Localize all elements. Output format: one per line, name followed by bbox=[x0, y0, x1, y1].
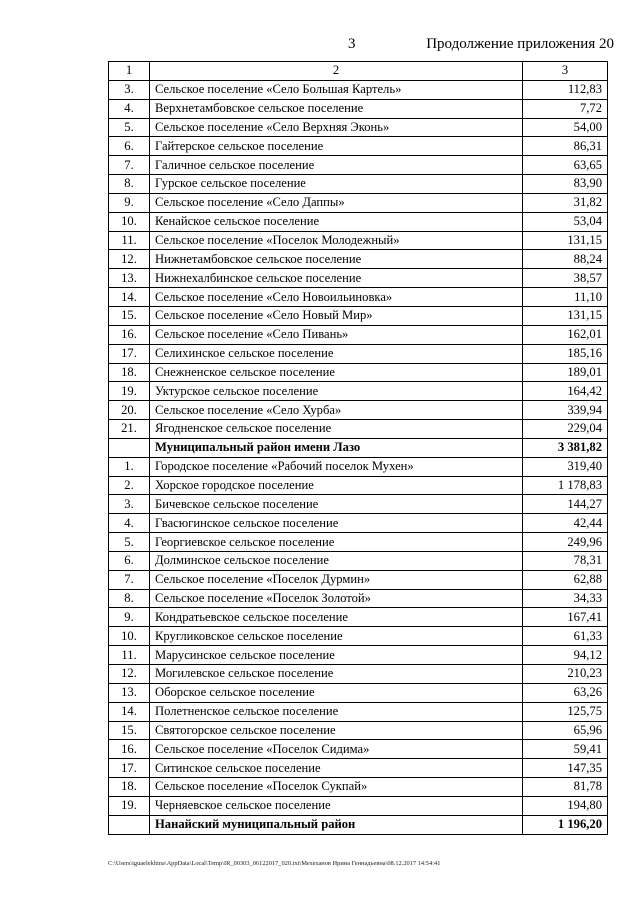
amount-cell: 147,35 bbox=[523, 759, 608, 778]
table-row bbox=[109, 683, 608, 702]
amount-cell: 63,65 bbox=[523, 156, 608, 175]
row-number-cell: 20. bbox=[109, 401, 150, 420]
settlement-name-cell: Уктурское сельское поселение bbox=[150, 382, 523, 401]
amount-cell: 54,00 bbox=[523, 118, 608, 137]
settlement-name-cell: Верхнетамбовское сельское поселение bbox=[150, 99, 523, 118]
table-row bbox=[109, 401, 608, 420]
row-number-cell: 6. bbox=[109, 551, 150, 570]
settlement-name-cell: Сельское поселение «Поселок Сукпай» bbox=[150, 778, 523, 797]
amount-cell: 1 178,83 bbox=[523, 476, 608, 495]
page-number: 3 bbox=[348, 36, 356, 52]
row-number-cell bbox=[109, 438, 150, 457]
amount-cell: 31,82 bbox=[523, 193, 608, 212]
amount-cell: 319,40 bbox=[523, 457, 608, 476]
settlement-name-cell: Нанайский муниципальный район bbox=[150, 815, 523, 834]
settlement-name-cell: Сельское поселение «Село Верхняя Эконь» bbox=[150, 118, 523, 137]
table-row bbox=[109, 721, 608, 740]
settlement-name-cell: Снежненское сельское поселение bbox=[150, 363, 523, 382]
row-number-cell: 21. bbox=[109, 420, 150, 439]
settlement-name-cell: Сельское поселение «Поселок Сидима» bbox=[150, 740, 523, 759]
row-number-cell: 16. bbox=[109, 325, 150, 344]
settlement-name-cell: Оборское сельское поселение bbox=[150, 683, 523, 702]
row-number-cell: 9. bbox=[109, 193, 150, 212]
table-row bbox=[109, 570, 608, 589]
amount-cell: 162,01 bbox=[523, 325, 608, 344]
table-row bbox=[109, 702, 608, 721]
settlement-name-cell: Сельское поселение «Село Даппы» bbox=[150, 193, 523, 212]
settlement-name-cell: Нижнехалбинское сельское поселение bbox=[150, 269, 523, 288]
settlement-name-cell: Сельское поселение «Село Хурба» bbox=[150, 401, 523, 420]
table-row bbox=[109, 382, 608, 401]
settlement-name-cell: Сельское поселение «Село Новоильиновка» bbox=[150, 288, 523, 307]
settlement-name-cell: Нижнетамбовское сельское поселение bbox=[150, 250, 523, 269]
table-row bbox=[109, 495, 608, 514]
settlement-name-cell: Гвасюгинское сельское поселение bbox=[150, 514, 523, 533]
row-number-cell: 1. bbox=[109, 457, 150, 476]
table-row bbox=[109, 551, 608, 570]
table-header-row bbox=[109, 62, 608, 81]
settlement-name-cell: Могилевское сельское поселение bbox=[150, 665, 523, 684]
amount-cell: 59,41 bbox=[523, 740, 608, 759]
row-number-cell: 5. bbox=[109, 118, 150, 137]
allocation-table bbox=[108, 61, 608, 835]
table-row bbox=[109, 363, 608, 382]
amount-cell: 65,96 bbox=[523, 721, 608, 740]
amount-cell: 339,94 bbox=[523, 401, 608, 420]
amount-cell: 229,04 bbox=[523, 420, 608, 439]
row-number-cell: 15. bbox=[109, 306, 150, 325]
amount-cell: 88,24 bbox=[523, 250, 608, 269]
settlement-name-cell: Селихинское сельское поселение bbox=[150, 344, 523, 363]
settlement-name-cell: Сельское поселение «Поселок Молодежный» bbox=[150, 231, 523, 250]
settlement-name-cell: Гурское сельское поселение bbox=[150, 175, 523, 194]
amount-cell: 7,72 bbox=[523, 99, 608, 118]
column-header-3: 3 bbox=[523, 62, 608, 81]
amount-cell: 3 381,82 bbox=[523, 438, 608, 457]
table-row bbox=[109, 325, 608, 344]
table-row bbox=[109, 306, 608, 325]
district-total-row bbox=[109, 438, 608, 457]
row-number-cell: 19. bbox=[109, 382, 150, 401]
table-row bbox=[109, 589, 608, 608]
amount-cell: 78,31 bbox=[523, 551, 608, 570]
row-number-cell: 10. bbox=[109, 627, 150, 646]
settlement-name-cell: Марусинское сельское поселение bbox=[150, 646, 523, 665]
settlement-name-cell: Сельское поселение «Село Большая Картель» bbox=[150, 80, 523, 99]
row-number-cell: 13. bbox=[109, 683, 150, 702]
settlement-name-cell: Кондратьевское сельское поселение bbox=[150, 608, 523, 627]
row-number-cell: 19. bbox=[109, 796, 150, 815]
row-number-cell: 7. bbox=[109, 156, 150, 175]
amount-cell: 131,15 bbox=[523, 231, 608, 250]
table-row bbox=[109, 420, 608, 439]
settlement-name-cell: Ягодненское сельское поселение bbox=[150, 420, 523, 439]
row-number-cell: 18. bbox=[109, 363, 150, 382]
amount-cell: 164,42 bbox=[523, 382, 608, 401]
settlement-name-cell: Полетненское сельское поселение bbox=[150, 702, 523, 721]
settlement-name-cell: Ситинское сельское поселение bbox=[150, 759, 523, 778]
table-row bbox=[109, 533, 608, 552]
column-header-1: 1 bbox=[109, 62, 150, 81]
amount-cell: 112,83 bbox=[523, 80, 608, 99]
column-header-2: 2 bbox=[150, 62, 523, 81]
row-number-cell: 3. bbox=[109, 495, 150, 514]
amount-cell: 125,75 bbox=[523, 702, 608, 721]
district-total-row bbox=[109, 815, 608, 834]
table-row bbox=[109, 156, 608, 175]
amount-cell: 249,96 bbox=[523, 533, 608, 552]
table-row bbox=[109, 137, 608, 156]
amount-cell: 167,41 bbox=[523, 608, 608, 627]
settlement-name-cell: Сельское поселение «Поселок Дурмин» bbox=[150, 570, 523, 589]
amount-cell: 185,16 bbox=[523, 344, 608, 363]
table-row bbox=[109, 759, 608, 778]
table-body bbox=[109, 62, 608, 835]
settlement-name-cell: Кенайское сельское поселение bbox=[150, 212, 523, 231]
row-number-cell: 14. bbox=[109, 702, 150, 721]
row-number-cell: 4. bbox=[109, 99, 150, 118]
amount-cell: 86,31 bbox=[523, 137, 608, 156]
amount-cell: 62,88 bbox=[523, 570, 608, 589]
settlement-name-cell: Бичевское сельское поселение bbox=[150, 495, 523, 514]
row-number-cell: 11. bbox=[109, 646, 150, 665]
row-number-cell: 4. bbox=[109, 514, 150, 533]
amount-cell: 194,80 bbox=[523, 796, 608, 815]
appendix-title: Продолжение приложения 20 bbox=[426, 36, 614, 52]
row-number-cell: 18. bbox=[109, 778, 150, 797]
settlement-name-cell: Кругликовское сельское поселение bbox=[150, 627, 523, 646]
settlement-name-cell: Хорское городское поселение bbox=[150, 476, 523, 495]
table-row bbox=[109, 796, 608, 815]
table-row bbox=[109, 740, 608, 759]
table-row bbox=[109, 514, 608, 533]
amount-cell: 11,10 bbox=[523, 288, 608, 307]
row-number-cell: 8. bbox=[109, 175, 150, 194]
settlement-name-cell: Сельское поселение «Село Новый Мир» bbox=[150, 306, 523, 325]
table-row bbox=[109, 476, 608, 495]
amount-cell: 34,33 bbox=[523, 589, 608, 608]
settlement-name-cell: Святогорское сельское поселение bbox=[150, 721, 523, 740]
table-row bbox=[109, 212, 608, 231]
row-number-cell: 5. bbox=[109, 533, 150, 552]
row-number-cell: 16. bbox=[109, 740, 150, 759]
settlement-name-cell: Гайтерское сельское поселение bbox=[150, 137, 523, 156]
amount-cell: 42,44 bbox=[523, 514, 608, 533]
row-number-cell: 9. bbox=[109, 608, 150, 627]
row-number-cell: 12. bbox=[109, 665, 150, 684]
amount-cell: 144,27 bbox=[523, 495, 608, 514]
amount-cell: 210,23 bbox=[523, 665, 608, 684]
row-number-cell: 17. bbox=[109, 759, 150, 778]
settlement-name-cell: Георгиевское сельское поселение bbox=[150, 533, 523, 552]
amount-cell: 83,90 bbox=[523, 175, 608, 194]
table-row bbox=[109, 344, 608, 363]
row-number-cell: 17. bbox=[109, 344, 150, 363]
table-row bbox=[109, 118, 608, 137]
row-number-cell: 15. bbox=[109, 721, 150, 740]
amount-cell: 131,15 bbox=[523, 306, 608, 325]
row-number-cell: 2. bbox=[109, 476, 150, 495]
amount-cell: 81,78 bbox=[523, 778, 608, 797]
amount-cell: 1 196,20 bbox=[523, 815, 608, 834]
row-number-cell: 12. bbox=[109, 250, 150, 269]
settlement-name-cell: Галичное сельское поселение bbox=[150, 156, 523, 175]
row-number-cell bbox=[109, 815, 150, 834]
row-number-cell: 7. bbox=[109, 570, 150, 589]
settlement-name-cell: Городское поселение «Рабочий поселок Мухен» bbox=[150, 457, 523, 476]
row-number-cell: 6. bbox=[109, 137, 150, 156]
amount-cell: 63,26 bbox=[523, 683, 608, 702]
table-row bbox=[109, 193, 608, 212]
settlement-name-cell: Черняевское сельское поселение bbox=[150, 796, 523, 815]
settlement-name-cell: Муниципальный район имени Лазо bbox=[150, 438, 523, 457]
amount-cell: 61,33 bbox=[523, 627, 608, 646]
footer-file-path: C:\Users\iguaelekhina\AppData\Local\Temp\IR_00303_06122017_020.txt\Мехеханов Ирина Геннадьевна\08.12.2017 14:54:41 bbox=[108, 860, 441, 867]
row-number-cell: 11. bbox=[109, 231, 150, 250]
table-row bbox=[109, 608, 608, 627]
table-row bbox=[109, 646, 608, 665]
table-row bbox=[109, 175, 608, 194]
table-row bbox=[109, 288, 608, 307]
amount-cell: 53,04 bbox=[523, 212, 608, 231]
row-number-cell: 3. bbox=[109, 80, 150, 99]
table-row bbox=[109, 80, 608, 99]
table-row bbox=[109, 99, 608, 118]
row-number-cell: 14. bbox=[109, 288, 150, 307]
table-row bbox=[109, 269, 608, 288]
table-row bbox=[109, 778, 608, 797]
amount-cell: 38,57 bbox=[523, 269, 608, 288]
row-number-cell: 10. bbox=[109, 212, 150, 231]
amount-cell: 94,12 bbox=[523, 646, 608, 665]
table-row bbox=[109, 665, 608, 684]
table-row bbox=[109, 250, 608, 269]
settlement-name-cell: Сельское поселение «Поселок Золотой» bbox=[150, 589, 523, 608]
table-row bbox=[109, 231, 608, 250]
settlement-name-cell: Сельское поселение «Село Пивань» bbox=[150, 325, 523, 344]
row-number-cell: 13. bbox=[109, 269, 150, 288]
amount-cell: 189,01 bbox=[523, 363, 608, 382]
table-row bbox=[109, 457, 608, 476]
table-row bbox=[109, 627, 608, 646]
row-number-cell: 8. bbox=[109, 589, 150, 608]
settlement-name-cell: Долминское сельское поселение bbox=[150, 551, 523, 570]
